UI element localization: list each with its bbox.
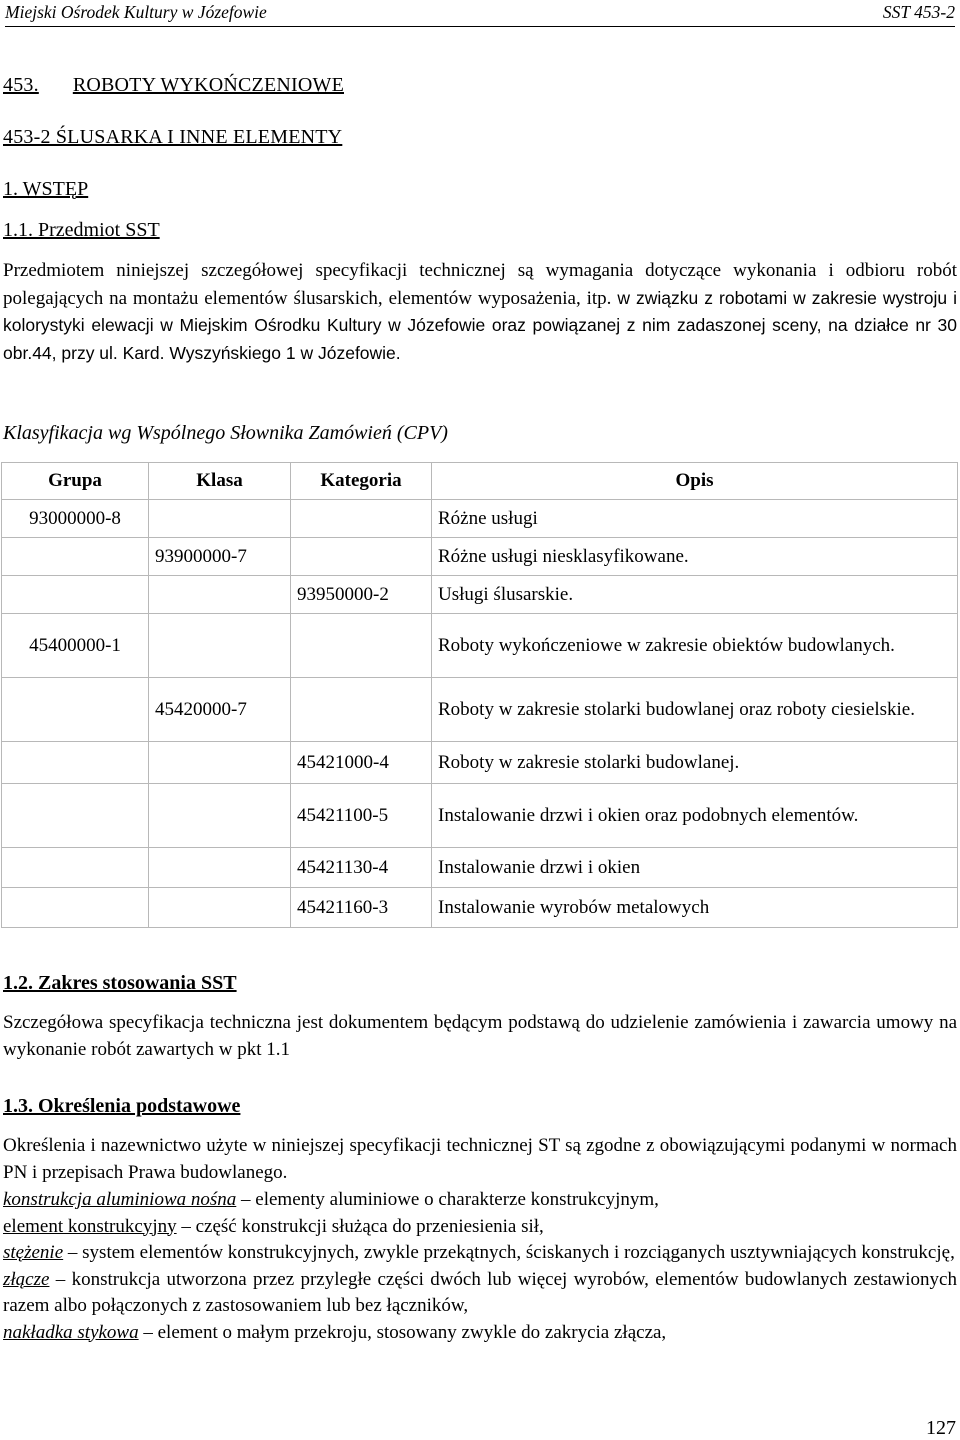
definition-item xyxy=(3,1187,957,1214)
cpv-header-klasa: Klasa xyxy=(149,463,291,500)
cpv-grupa xyxy=(2,678,149,742)
cpv-grupa xyxy=(2,848,149,888)
cpv-opis: Różne usługi xyxy=(432,500,958,538)
cpv-grupa xyxy=(2,576,149,614)
page-header xyxy=(5,0,955,27)
cpv-kategoria: 93950000-2 xyxy=(291,576,432,614)
heading-section-1-1: 1.1. Przedmiot SST xyxy=(3,219,160,241)
header-doc-code: SST 453-2 xyxy=(882,2,955,22)
table-row xyxy=(2,888,958,928)
section-1-3-intro: Określenia i nazewnictwo użyte w niniejszej specyfikacji technicznej ST są zgodne z obowiązującymi podanymi w normach PN i przepisach Prawa budowlanego. xyxy=(3,1135,957,1183)
table-row xyxy=(2,678,958,742)
cpv-klasa: 93900000-7 xyxy=(149,538,291,576)
cpv-opis: Usługi ślusarskie. xyxy=(432,576,958,614)
cpv-opis: Roboty w zakresie stolarki budowlanej. xyxy=(432,742,958,784)
cpv-grupa: 45400000-1 xyxy=(2,614,149,678)
table-row xyxy=(2,614,958,678)
cpv-header-row xyxy=(2,463,958,500)
heading-chapter xyxy=(3,72,344,98)
definition-term: złącze xyxy=(3,1268,50,1290)
table-row xyxy=(2,742,958,784)
definition-text: – elementy aluminiowe o charakterze konstrukcyjnym, xyxy=(236,1189,659,1210)
definition-item xyxy=(3,1240,957,1267)
cpv-grupa xyxy=(2,784,149,848)
definition-item xyxy=(3,1214,957,1241)
cpv-header-grupa: Grupa xyxy=(2,463,149,500)
heading-subchapter: 453-2 ŚLUSARKA I INNE ELEMENTY xyxy=(3,126,343,148)
cpv-kategoria xyxy=(291,614,432,678)
definition-item xyxy=(3,1267,957,1320)
cpv-table xyxy=(1,462,958,928)
table-row xyxy=(2,538,958,576)
header-institution: Miejski Ośrodek Kultury w Józefowie xyxy=(5,2,267,22)
table-row xyxy=(2,784,958,848)
cpv-grupa: 93000000-8 xyxy=(2,500,149,538)
heading-chapter-number: 453. xyxy=(3,74,39,96)
cpv-klasa xyxy=(149,848,291,888)
table-row xyxy=(2,500,958,538)
intro-text-location: w związku z robotami w zakresie wystroju i kolorystyki elewacji w Miejskim Ośrodku Kultury w Józefowie oraz powiązanej z nim zadaszonej sceny, na działce nr 30 obr.44, przy ul. Kard. Wyszyńskiego 1 w Józefowie. xyxy=(3,287,957,363)
cpv-kategoria xyxy=(291,678,432,742)
definition-term: element konstrukcyjny xyxy=(3,1215,177,1237)
cpv-klasa xyxy=(149,888,291,928)
cpv-opis: Instalowanie wyrobów metalowych xyxy=(432,888,958,928)
heading-chapter-title: ROBOTY WYKOŃCZENIOWE xyxy=(72,74,344,96)
definition-term: nakładka stykowa xyxy=(3,1321,139,1343)
cpv-kategoria: 45421100-5 xyxy=(291,784,432,848)
cpv-klasa xyxy=(149,742,291,784)
cpv-opis: Instalowanie drzwi i okien oraz podobnych elementów. xyxy=(432,784,958,848)
cpv-kategoria xyxy=(291,538,432,576)
section-1-2-paragraph: Szczegółowa specyfikacja techniczna jest dokumentem będącym podstawą do udzielenie zamówienia i zawarcia umowy na wykonanie robót zawartych w pkt 1.1 xyxy=(3,1012,957,1060)
definition-text: – element o małym przekroju, stosowany zwykle do zakrycia złącza, xyxy=(138,1321,667,1343)
definition-text: – część konstrukcji służąca do przeniesienia sił, xyxy=(176,1215,544,1237)
table-row xyxy=(2,576,958,614)
cpv-kategoria: 45421160-3 xyxy=(291,888,432,928)
definition-term: stężenie xyxy=(3,1242,64,1263)
definition-term: konstrukcja aluminiowa nośna xyxy=(3,1189,237,1210)
intro-paragraph xyxy=(3,258,957,367)
cpv-opis: Różne usługi niesklasyfikowane. xyxy=(432,538,958,576)
cpv-klasa: 45420000-7 xyxy=(149,678,291,742)
definition-text: – konstrukcja utworzona przez przyległe części dwóch lub więcej wyrobów, elementów budowlanych zestawionych razem albo połączonych z zastosowaniem lub bez łączników, xyxy=(3,1268,957,1316)
cpv-opis: Roboty wykończeniowe w zakresie obiektów budowlanych. xyxy=(432,614,958,678)
cpv-kategoria: 45421130-4 xyxy=(291,848,432,888)
cpv-kategoria xyxy=(291,500,432,538)
definition-text: – system elementów konstrukcyjnych, zwykle przekątnych, ściskanych i rozciąganych usztywniających konstrukcję, xyxy=(63,1242,955,1263)
cpv-klasa xyxy=(149,784,291,848)
cpv-kategoria: 45421000-4 xyxy=(291,742,432,784)
cpv-title: Klasyfikacja wg Wspólnego Słownika Zamówień (CPV) xyxy=(3,422,448,444)
cpv-grupa xyxy=(2,888,149,928)
heading-section-1: 1. WSTĘP xyxy=(3,178,89,200)
page-number: 127 xyxy=(926,1417,956,1439)
intro-text: Przedmiotem niniejszej szczegółowej specyfikacji technicznej są wymagania dotyczące wykonania i odbioru robót polegających na montażu elementów ślusarskich, elementów wyposażenia, itp. xyxy=(3,260,957,309)
cpv-klasa xyxy=(149,500,291,538)
definition-item xyxy=(3,1320,957,1347)
definitions-list xyxy=(3,1187,957,1346)
cpv-grupa xyxy=(2,538,149,576)
heading-section-1-3: 1.3. Określenia podstawowe xyxy=(3,1095,241,1117)
cpv-klasa xyxy=(149,576,291,614)
cpv-header-kategoria: Kategoria xyxy=(291,463,432,500)
cpv-opis: Roboty w zakresie stolarki budowlanej oraz roboty ciesielskie. xyxy=(432,678,958,742)
heading-section-1-2: 1.2. Zakres stosowania SST xyxy=(3,972,237,994)
cpv-header-opis: Opis xyxy=(432,463,958,500)
cpv-klasa xyxy=(149,614,291,678)
table-row xyxy=(2,848,958,888)
cpv-opis: Instalowanie drzwi i okien xyxy=(432,848,958,888)
cpv-grupa xyxy=(2,742,149,784)
